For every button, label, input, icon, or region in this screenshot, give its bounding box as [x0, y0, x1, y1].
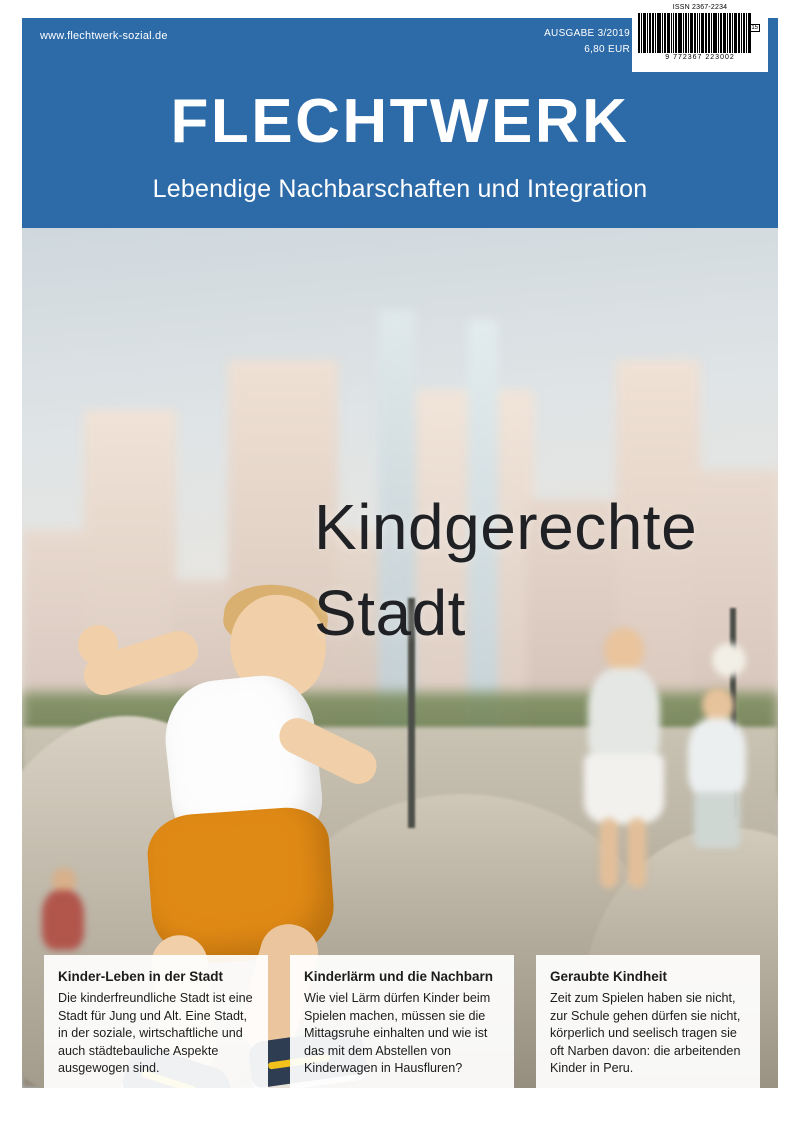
background-person-child	[682, 688, 752, 878]
teaser-item-3[interactable]	[536, 955, 760, 1088]
masthead-top-bar	[22, 4, 778, 72]
cover-headline-line-2: Stadt	[314, 577, 466, 649]
teaser-list	[44, 955, 760, 1088]
barcode-side-number: 15	[751, 25, 758, 31]
barcode-digits: 9 772367 223002	[665, 54, 735, 61]
magazine-title: FLECHTWERK	[170, 87, 630, 156]
lamp-head	[712, 643, 746, 677]
teaser-text: Wie viel Lärm dürfen Kinder beim Spielen machen, müssen sie die Mittagsruhe einhalten und wie ist das mit dem Abstellen von Kinderwagen in Hausfluren?	[304, 991, 491, 1075]
teaser-title: Kinder-Leben in der Stadt	[58, 969, 224, 984]
issue-number: AUSGABE 3/2019	[544, 28, 630, 39]
teaser-title: Kinderlärm und die Nachbarn	[304, 969, 494, 984]
website-url[interactable]: www.flechtwerk-sozial.de	[40, 30, 168, 42]
teaser-item-1[interactable]	[44, 955, 268, 1088]
barcode	[632, 0, 768, 72]
cover-photo	[22, 228, 778, 1088]
masthead	[22, 4, 778, 228]
cover-price: 6,80 EUR	[584, 44, 630, 55]
teaser-item-2[interactable]	[290, 955, 514, 1088]
teaser-text: Die kinderfreundliche Stadt ist eine Stadt für Jung und Alt. Eine Stadt, in der soziale, wirtschaftliche und auch städtebauliche Aspekte ausgewogen sind.	[58, 991, 253, 1075]
teaser-text: Zeit zum Spielen haben sie nicht, zur Schule gehen dürfen sie nicht, körperlich und seelisch tragen sie oft Narben davon: die arbeitenden Kinder in Peru.	[550, 991, 741, 1075]
cover-headline-line-1: Kindgerechte	[314, 491, 698, 563]
issn-text: ISSN 2367-2234	[672, 4, 728, 11]
barcode-bars	[638, 13, 762, 53]
magazine-subtitle: Lebendige Nachbarschaften und Integration	[152, 175, 648, 203]
background-person-woman	[578, 628, 668, 878]
teaser-title: Geraubte Kindheit	[550, 969, 668, 984]
issue-info	[544, 26, 630, 58]
cover-headline	[314, 484, 697, 656]
